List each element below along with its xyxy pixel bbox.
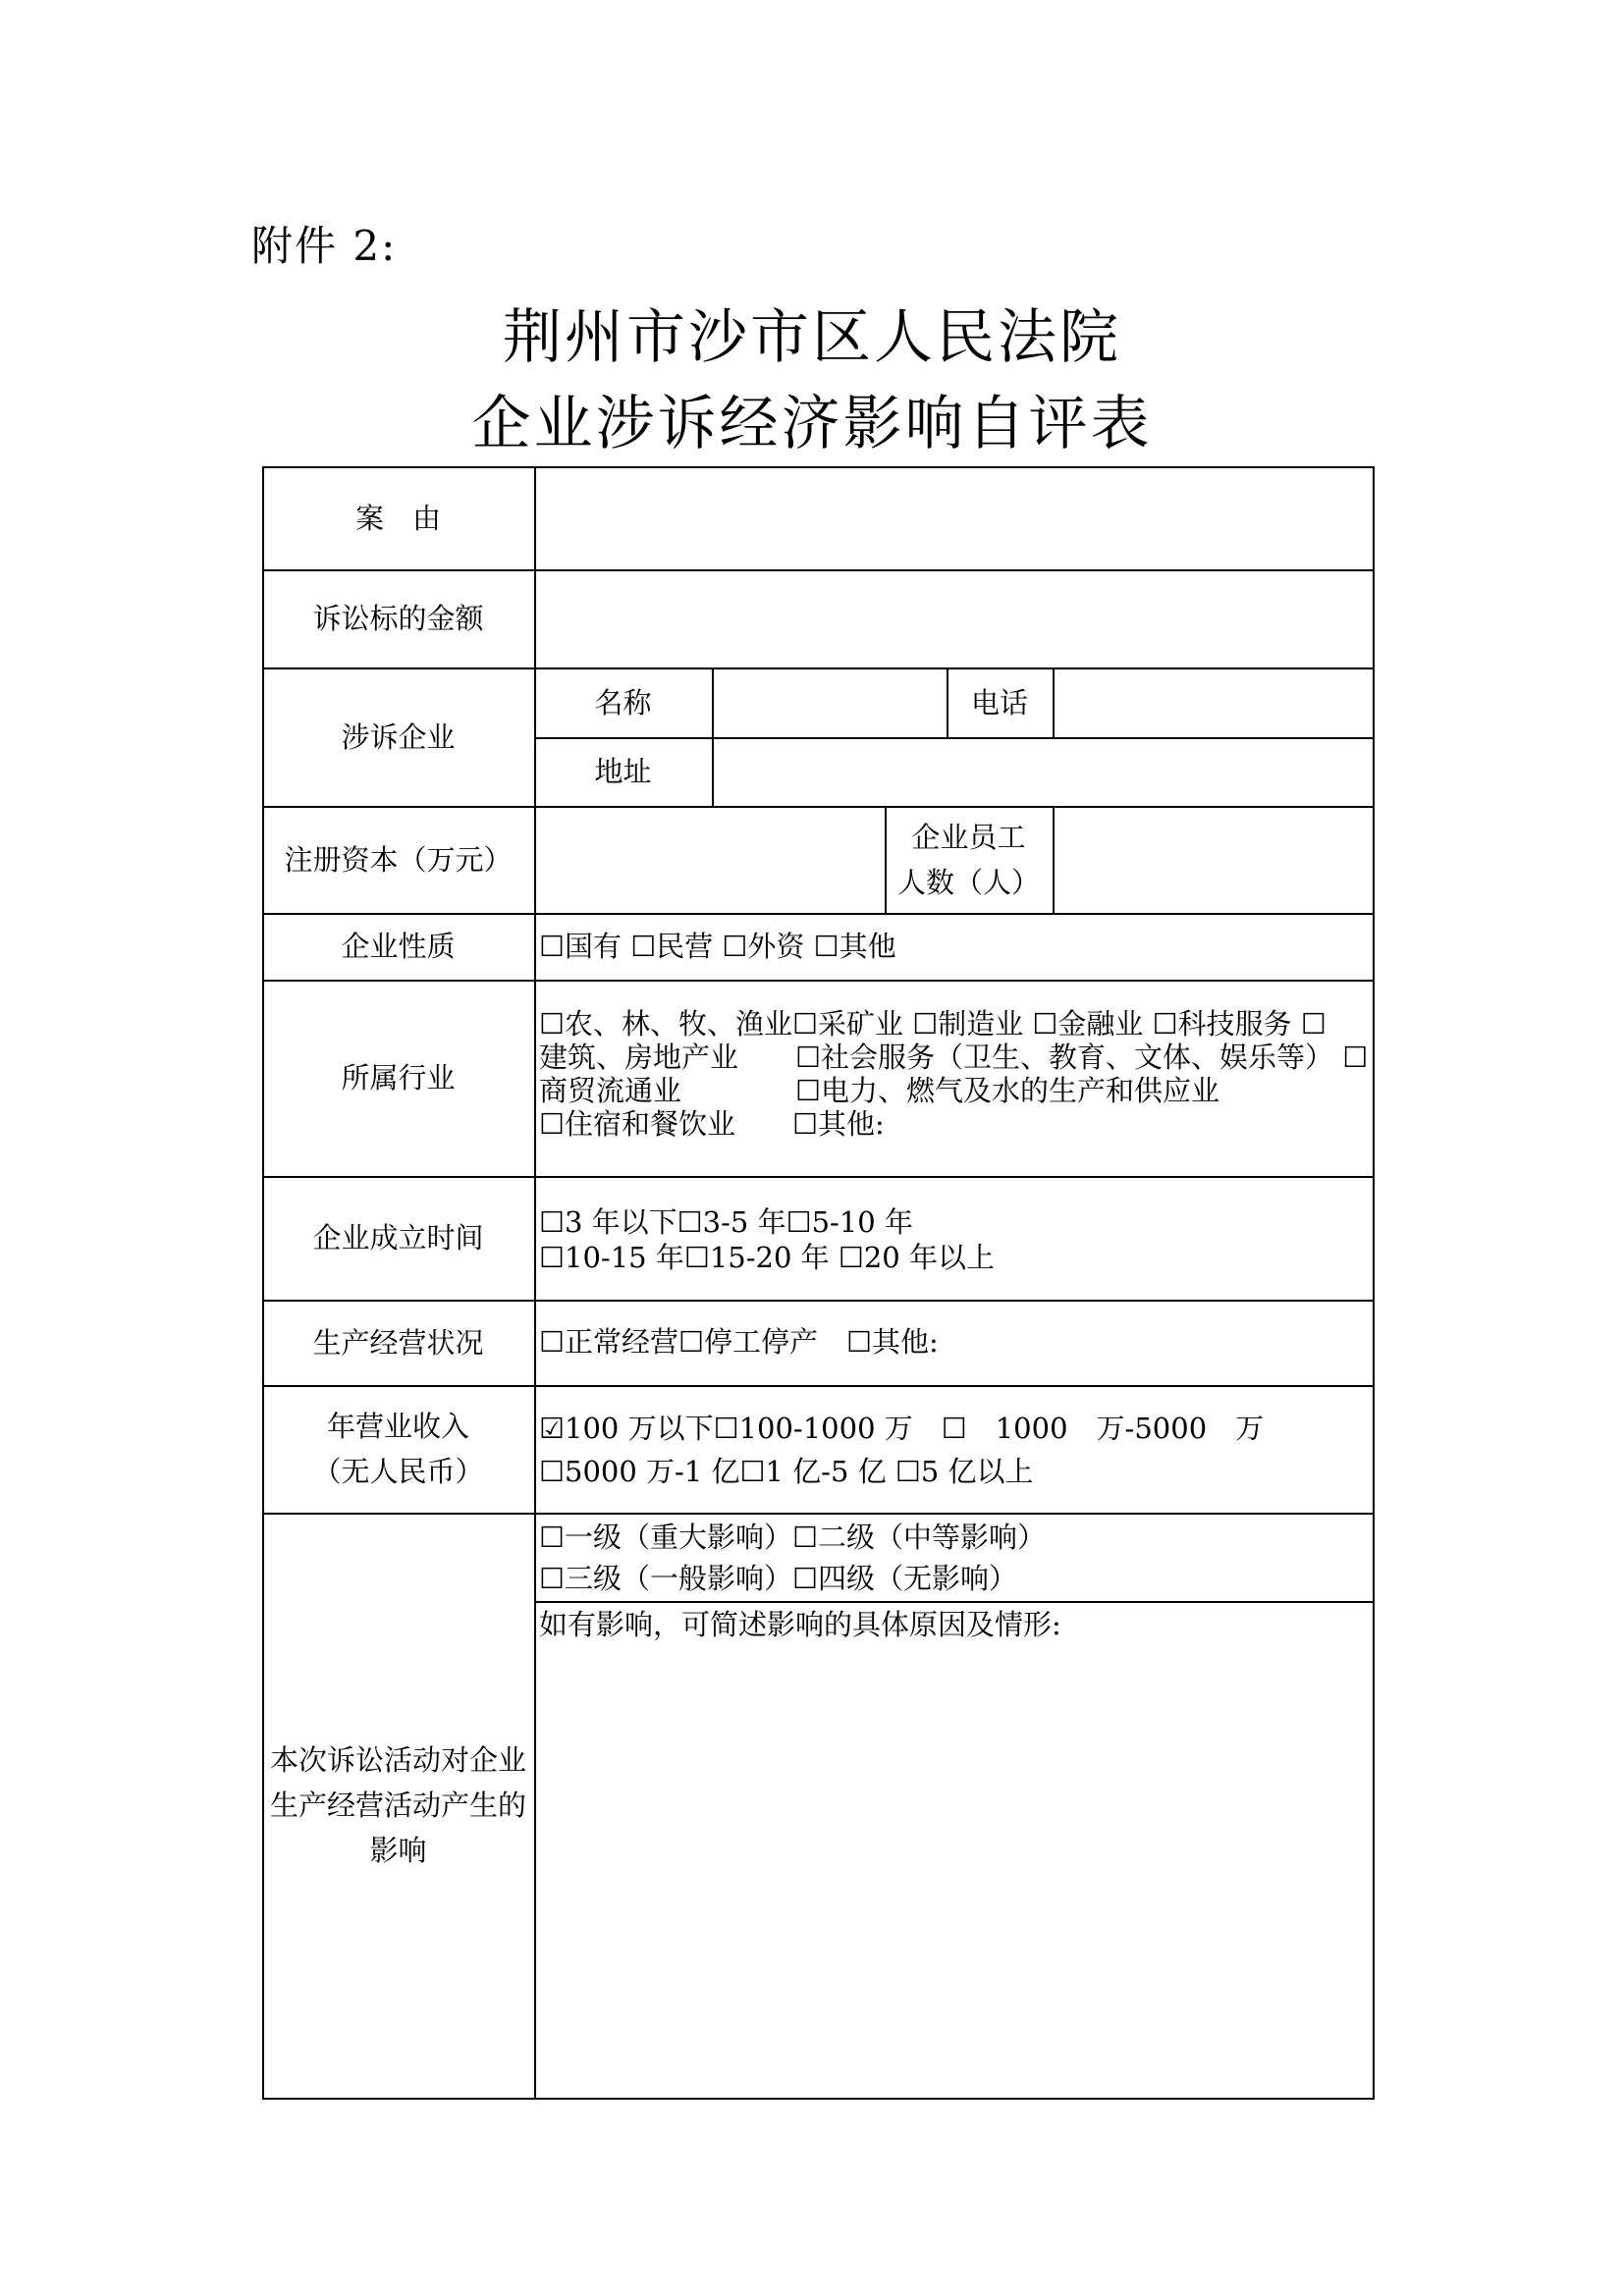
document-title-line2: 企业涉诉经济影响自评表 — [471, 390, 1153, 458]
established-options-line1[interactable]: ☐3 年以下☐3-5 年☐5-10 年 — [539, 1205, 913, 1239]
grid-line — [1053, 667, 1055, 737]
claim-amount-label: 诉讼标的金额 — [312, 602, 484, 635]
attachment-label: 附件 2: — [251, 222, 398, 270]
grid-line — [1053, 806, 1055, 913]
revenue-label-line1: 年营业收入 — [326, 1410, 469, 1443]
industry-options-line2[interactable]: 建筑、房地产业 ☐社会服务（卫生、教育、文体、娱乐等） ☐ — [539, 1041, 1369, 1074]
industry-options-line3[interactable]: 商贸流通业 ☐电力、燃气及水的生产和供应业 — [539, 1074, 1219, 1107]
revenue-options-line1[interactable]: ☑100 万以下☐100-1000 万 ☐ 1000 万-5000 万 — [539, 1412, 1265, 1445]
registered-capital-label: 注册资本（万元） — [284, 842, 513, 877]
grid-line — [262, 2098, 1375, 2100]
claim-amount-field[interactable] — [540, 596, 1365, 640]
impact-label-line2: 生产经营活动产生的 — [269, 1789, 526, 1822]
employees-label-line2: 人数（人） — [896, 865, 1040, 899]
grid-line — [1373, 466, 1375, 2098]
enterprise-label: 涉诉企业 — [341, 720, 456, 754]
revenue-label-line2: （无人民币） — [312, 1455, 484, 1488]
enterprise-address-field[interactable] — [718, 750, 1366, 794]
employees-field[interactable] — [1058, 837, 1367, 881]
case-cause-field[interactable] — [540, 496, 1365, 540]
impact-description-field[interactable] — [539, 1649, 1366, 2091]
registered-capital-field[interactable] — [540, 837, 879, 881]
grid-line — [712, 667, 714, 806]
assessment-form-table — [262, 466, 1373, 2098]
enterprise-phone-field[interactable] — [1058, 680, 1367, 724]
impact-level-line2[interactable]: ☐三级（一般影响）☐四级（无影响） — [539, 1562, 1017, 1595]
employees-label — [885, 806, 1053, 913]
operation-options[interactable]: ☐正常经营☐停工停产 ☐其他: — [539, 1325, 939, 1359]
impact-label-line1: 本次诉讼活动对企业 — [269, 1743, 526, 1777]
employees-label-line1: 企业员工 — [911, 820, 1026, 854]
nature-options[interactable]: ☐国有 ☐民营 ☐外资 ☐其他 — [539, 930, 896, 963]
enterprise-name-label: 名称 — [594, 685, 652, 720]
established-label: 企业成立时间 — [312, 1221, 484, 1255]
impact-label — [262, 1513, 534, 2098]
established-options-line2[interactable]: ☐10-15 年☐15-20 年 ☐20 年以上 — [539, 1241, 995, 1274]
industry-options-line1[interactable]: ☐农、林、牧、渔业☐采矿业 ☐制造业 ☐金融业 ☐科技服务 ☐ — [539, 1007, 1326, 1041]
document-title-line1: 荆州市沙市区人民法院 — [503, 303, 1121, 372]
revenue-options-line2[interactable]: ☐5000 万-1 亿☐1 亿-5 亿 ☐5 亿以上 — [539, 1455, 1034, 1488]
enterprise-phone-label: 电话 — [970, 685, 1028, 720]
impact-description-prompt: 如有影响，可简述影响的具体原因及情形: — [539, 1608, 1061, 1641]
case-cause-label: 案 由 — [354, 501, 441, 535]
enterprise-address-label: 地址 — [594, 755, 652, 788]
nature-label: 企业性质 — [341, 930, 456, 963]
industry-options-line4[interactable]: ☐住宿和餐饮业 ☐其他: — [539, 1107, 885, 1141]
revenue-label — [262, 1385, 534, 1513]
operation-label: 生产经营状况 — [312, 1325, 484, 1360]
impact-label-line3: 影响 — [369, 1834, 427, 1867]
impact-level-line1[interactable]: ☐一级（重大影响）☐二级（中等影响） — [539, 1521, 1046, 1554]
industry-label: 所属行业 — [341, 1061, 456, 1095]
enterprise-name-field[interactable] — [718, 680, 940, 724]
